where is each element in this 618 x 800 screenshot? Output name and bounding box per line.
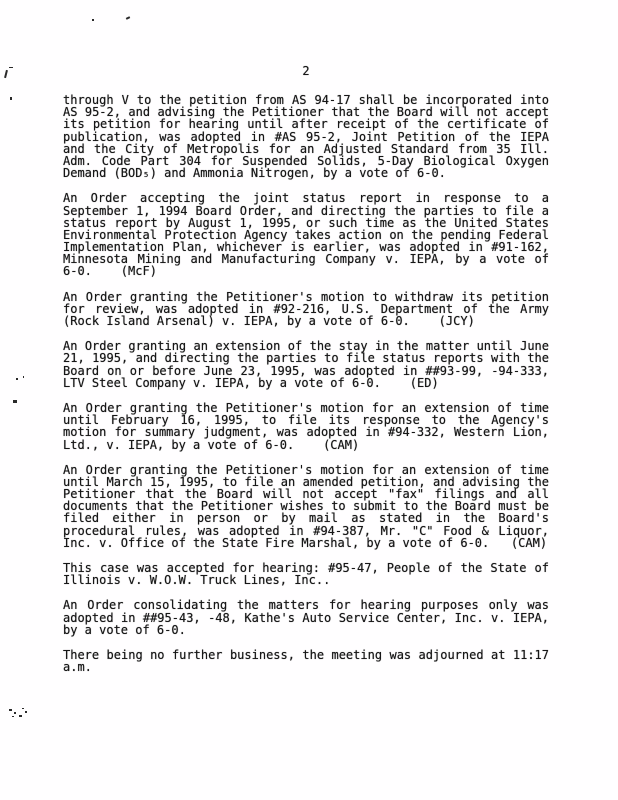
text-line: documents that the Petitioner wishes to submit to the Board must be (63, 499, 549, 514)
text-line: publication, was adopted in #AS 95-2, Joint Petition of the IEPA (63, 129, 549, 144)
text-line: An Order accepting the joint status report in response to a (63, 191, 549, 206)
scan-noise-mark (10, 97, 12, 100)
scan-noise-mark (12, 716, 14, 717)
text-line: An Order granting an extension of the stay in the matter until June (63, 339, 549, 354)
scan-noise-mark (126, 16, 130, 20)
text-line: for review, was adopted in #92-216, U.S. Department of the Army (63, 301, 549, 316)
scan-noise-mark (92, 19, 94, 21)
text-line: An Order granting the Petitioner's motion for an extension of time (63, 400, 549, 415)
text-line: by a vote of 6-0. (63, 622, 186, 637)
text-line: LTV Steel Company v. IEPA, by a vote of 6-0. (ED) (63, 375, 439, 390)
text-line: until February 16, 1995, to file its response to the Agency's (63, 413, 549, 428)
text-line: Ltd., v. IEPA, by a vote of 6-0. (CAM) (63, 437, 360, 452)
text-line: Environmental Protection Agency takes action on the pending Federal (63, 227, 549, 242)
document-body (63, 94, 549, 686)
text-line: This case was accepted for hearing: #95-47, People of the State of (63, 561, 549, 575)
text-line: its petition for hearing until after receipt of the certificate of (63, 117, 549, 132)
text-line: Minnesota Mining and Manufacturing Company v. IEPA, by a vote of (63, 252, 549, 267)
text-line: Implementation Plan, whichever is earlier, was adopted in #91-162, (63, 240, 549, 255)
text-line: adopted in ##95-43, -48, Kathe's Auto Service Center, Inc. v. IEPA, (63, 610, 549, 625)
scan-noise-mark (9, 709, 12, 711)
text-line: motion for summary judgment, was adopted in #94-332, Western Lion, (63, 425, 549, 440)
text-line: 6-0. (McF) (63, 264, 157, 279)
scan-noise-mark (13, 400, 17, 403)
text-line: September 1, 1994 Board Order, and directing the parties to file a (63, 203, 549, 218)
text-line: An Order granting the Petitioner's motion for an extension of time (63, 462, 549, 477)
text-line: Board on or before June 23, 1995, was adopted in ##93-99, -94-333, (63, 363, 549, 378)
scan-noise-mark (9, 67, 13, 68)
text-line: Inc. v. Office of the State Fire Marshal, by a vote of 6-0. (CAM) (63, 535, 548, 550)
paragraph (63, 562, 549, 586)
scan-noise-mark (23, 376, 24, 378)
text-line: Adm. Code Part 304 for Suspended Solids, 5-Day Biological Oxygen (63, 153, 549, 168)
text-line: status report by August 1, 1995, or such time as the United States (63, 215, 549, 230)
text-line: There being no further business, the meeting was adjourned at 11:17 (63, 647, 549, 662)
scan-noise-mark (16, 378, 18, 380)
paragraph (63, 192, 549, 277)
paragraph (63, 94, 549, 179)
scan-noise-mark (14, 712, 16, 714)
page-number: 2 (302, 64, 310, 78)
text-line: procedural rules, was adopted in #94-387, Mr. "C" Food & Liquor, (63, 523, 549, 538)
scan-noise-mark (4, 70, 8, 78)
text-line: AS 95-2, and advising the Petitioner that the Board will not accept (63, 105, 549, 120)
paragraph (63, 291, 549, 328)
scan-noise-mark (25, 711, 27, 713)
paragraph (63, 464, 549, 549)
text-line: a.m. (63, 660, 92, 675)
text-line: Petitioner that the Board will not accept "fax" filings and all (63, 487, 549, 502)
text-line: 21, 1995, and directing the parties to file status reports with the (63, 351, 549, 366)
text-line: An Order consolidating the matters for hearing purposes only was (63, 598, 549, 613)
text-line: Demand (BOD₅) and Ammonia Nitrogen, by a vote of 6-0. (63, 166, 446, 181)
text-line: through V to the petition from AS 94-17 shall be incorporated into (63, 93, 549, 107)
paragraph (63, 599, 549, 636)
paragraph (63, 340, 549, 389)
paragraph (63, 402, 549, 451)
text-line: and the City of Metropolis for an Adjusted Standard from 35 Ill. (63, 141, 549, 156)
paragraph (63, 649, 549, 673)
text-line: An Order granting the Petitioner's motion to withdraw its petition (63, 289, 549, 304)
scan-noise-mark (22, 708, 24, 709)
text-line: Illinois v. W.O.W. Truck Lines, Inc.. (63, 573, 331, 588)
text-line: until March 15, 1995, to file an amended petition, and advising the (63, 474, 549, 489)
text-line: (Rock Island Arsenal) v. IEPA, by a vote of 6-0. (JCY) (63, 314, 475, 328)
text-line: filed either in person or by mail as stated in the Board's (63, 511, 549, 526)
scan-noise-mark (19, 715, 22, 717)
